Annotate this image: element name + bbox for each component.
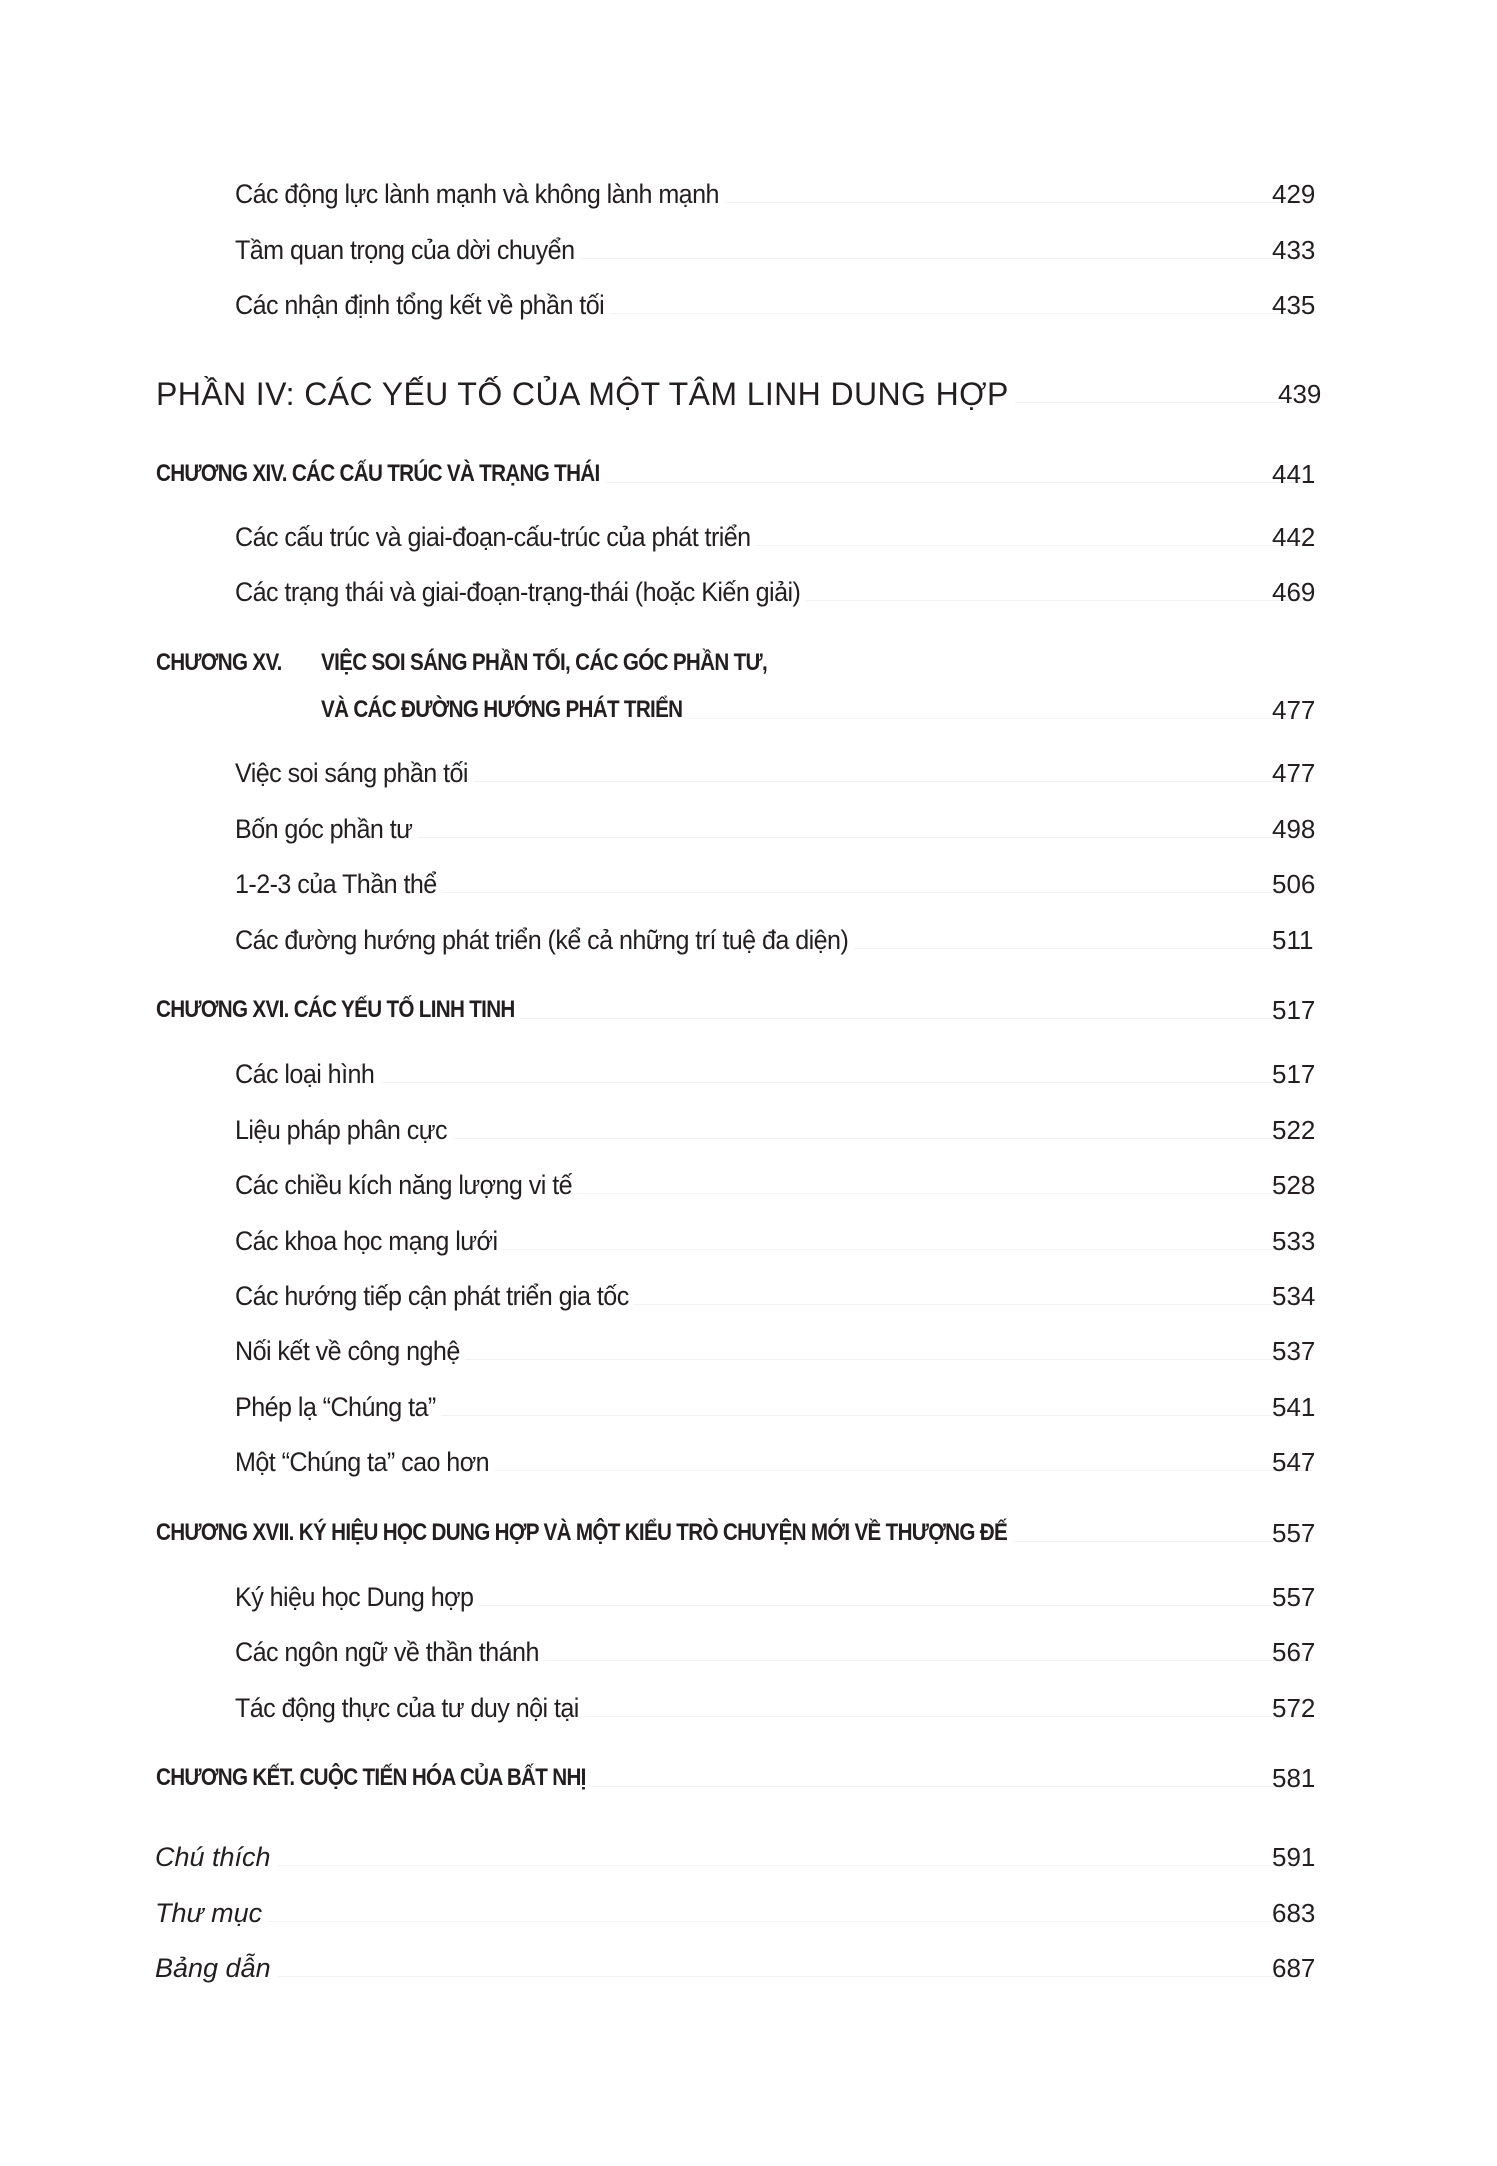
toc-entry-page: 498 — [1272, 814, 1316, 844]
toc-chapter-heading[interactable] — [0, 1513, 1497, 1553]
chapter-title-line2: VÀ CÁC ĐƯỜNG HƯỚNG PHÁT TRIỂN — [321, 690, 688, 730]
toc-entry-page: 547 — [1272, 1447, 1316, 1477]
back-matter-page: 591 — [1272, 1842, 1316, 1872]
toc-entry-title: Các hướng tiếp cận phát triển gia tốc — [235, 1276, 634, 1316]
chapter-page: 477 — [1272, 695, 1316, 725]
toc-entry-title: 1-2-3 của Thần thể — [235, 864, 442, 904]
toc-chapter-heading[interactable] — [0, 454, 1497, 494]
chapter-title: CHƯƠNG XVII. KÝ HIỆU HỌC DUNG HỢP VÀ MỘT KIỂU TRÒ CHUYỆN MỚI VỀ THƯỢNG ĐẾ — [156, 1513, 1012, 1553]
toc-entry[interactable] — [0, 1331, 1497, 1371]
toc-entry[interactable] — [0, 920, 1497, 960]
toc-chapter-heading[interactable] — [0, 990, 1497, 1030]
toc-entry-title: Các chiều kích năng lượng vi tế — [235, 1165, 578, 1205]
back-matter-page: 683 — [1272, 1898, 1316, 1928]
toc-part-heading[interactable] — [0, 374, 1497, 414]
toc-entry[interactable] — [0, 1221, 1497, 1261]
toc-entry-page: 429 — [1272, 179, 1316, 209]
toc-entry[interactable] — [0, 174, 1497, 214]
chapter-page: 581 — [1272, 1763, 1316, 1793]
toc-entry-page: 572 — [1272, 1693, 1316, 1723]
toc-entry-title: Bốn góc phần tư — [235, 809, 418, 849]
toc-entry-page: 442 — [1272, 522, 1316, 552]
toc-back-matter-entry[interactable] — [0, 1893, 1497, 1933]
chapter-title: CHƯƠNG XIV. CÁC CẤU TRÚC VÀ TRẠNG THÁI — [156, 454, 605, 494]
toc-entry[interactable] — [0, 1632, 1497, 1672]
back-matter-title: Thư mục — [155, 1893, 268, 1933]
toc-entry[interactable] — [0, 1387, 1497, 1427]
part-page: 439 — [1278, 379, 1322, 409]
chapter-label: CHƯƠNG XV. — [156, 643, 287, 683]
toc-entry-page: 528 — [1272, 1170, 1316, 1200]
chapter-page: 557 — [1272, 1518, 1316, 1548]
toc-entry[interactable] — [0, 809, 1497, 849]
toc-entry-title: Các loại hình — [235, 1054, 380, 1094]
toc-entry-title: Các ngôn ngữ về thần thánh — [235, 1632, 544, 1672]
toc-entry-page: 517 — [1272, 1059, 1316, 1089]
toc-entry-title: Các cấu trúc và giai-đoạn-cấu-trúc của phát triển — [235, 517, 756, 557]
toc-entry[interactable] — [0, 1688, 1497, 1728]
toc-entry-title: Các khoa học mạng lưới — [235, 1221, 503, 1261]
chapter-title-line1: VIỆC SOI SÁNG PHẦN TỐI, CÁC GÓC PHẦN TƯ, — [321, 643, 772, 683]
toc-entry-title: Liệu pháp phân cực — [235, 1110, 453, 1150]
toc-entry[interactable] — [0, 1276, 1497, 1316]
toc-entry-page: 534 — [1272, 1281, 1316, 1311]
back-matter-title: Bảng dẫn — [155, 1948, 277, 1988]
toc-entry-title: Các đường hướng phát triển (kể cả những trí tuệ đa diện) — [235, 920, 854, 960]
toc-entry-title: Nối kết về công nghệ — [235, 1331, 465, 1371]
toc-entry-page: 435 — [1272, 290, 1316, 320]
toc-entry-title: Ký hiệu học Dung hợp — [235, 1577, 479, 1617]
toc-entry-title: Các trạng thái và giai-đoạn-trạng-thái (hoặc Kiến giải) — [235, 572, 806, 612]
leader-line — [160, 1921, 1312, 1922]
toc-entry-page: 469 — [1272, 577, 1316, 607]
toc-entry-page: 567 — [1272, 1637, 1316, 1667]
leader-line — [160, 1976, 1312, 1977]
back-matter-page: 687 — [1272, 1953, 1316, 1983]
toc-entry-title: Phép lạ “Chúng ta” — [235, 1387, 441, 1427]
toc-entry[interactable] — [0, 285, 1497, 325]
toc-back-matter-entry[interactable] — [0, 1837, 1497, 1877]
toc-entry-title: Tác động thực của tư duy nội tại — [235, 1688, 584, 1728]
toc-entry-page: 537 — [1272, 1336, 1316, 1366]
toc-entry-page: 506 — [1272, 869, 1316, 899]
toc-entry-page: 522 — [1272, 1115, 1316, 1145]
toc-entry[interactable] — [0, 864, 1497, 904]
leader-line — [240, 1082, 1312, 1083]
toc-entry[interactable] — [0, 753, 1497, 793]
toc-entry-page: 433 — [1272, 235, 1316, 265]
chapter-title: CHƯƠNG KẾT. CUỘC TIẾN HÓA CỦA BẤT NHỊ — [156, 1758, 591, 1798]
toc-entry-page: 533 — [1272, 1226, 1316, 1256]
toc-entry-title: Các nhận định tổng kết về phần tối — [235, 285, 610, 325]
toc-entry-page: 541 — [1272, 1392, 1316, 1422]
toc-entry-title: Một “Chúng ta” cao hơn — [235, 1442, 495, 1482]
leader-line — [160, 1865, 1312, 1866]
chapter-page: 517 — [1272, 995, 1316, 1025]
toc-entry-page: 511 — [1272, 925, 1314, 955]
toc-entry-title: Tầm quan trọng của dời chuyển — [235, 230, 580, 270]
chapter-title-line2-row[interactable] — [0, 690, 1497, 730]
toc-chapter-heading[interactable] — [0, 1758, 1497, 1798]
toc-entry[interactable] — [0, 1054, 1497, 1094]
toc-entry[interactable] — [0, 572, 1497, 612]
toc-entry-page: 557 — [1272, 1582, 1316, 1612]
toc-entry[interactable] — [0, 1110, 1497, 1150]
toc-entry[interactable] — [0, 1442, 1497, 1482]
toc-entry[interactable] — [0, 1165, 1497, 1205]
part-title: PHẦN IV: CÁC YẾU TỐ CỦA MỘT TÂM LINH DUNG HỢP — [156, 374, 1015, 414]
chapter-page: 441 — [1272, 459, 1316, 489]
toc-back-matter-entry[interactable] — [0, 1948, 1497, 1988]
toc-entry[interactable] — [0, 1577, 1497, 1617]
toc-entry-title: Việc soi sáng phần tối — [235, 753, 474, 793]
chapter-title: CHƯƠNG XVI. CÁC YẾU TỐ LINH TINH — [156, 990, 520, 1030]
toc-entry-title: Các động lực lành mạnh và không lành mạnh — [235, 174, 724, 214]
toc-entry[interactable] — [0, 517, 1497, 557]
toc-entry[interactable] — [0, 230, 1497, 270]
back-matter-title: Chú thích — [155, 1837, 277, 1877]
toc-entry-page: 477 — [1272, 758, 1316, 788]
